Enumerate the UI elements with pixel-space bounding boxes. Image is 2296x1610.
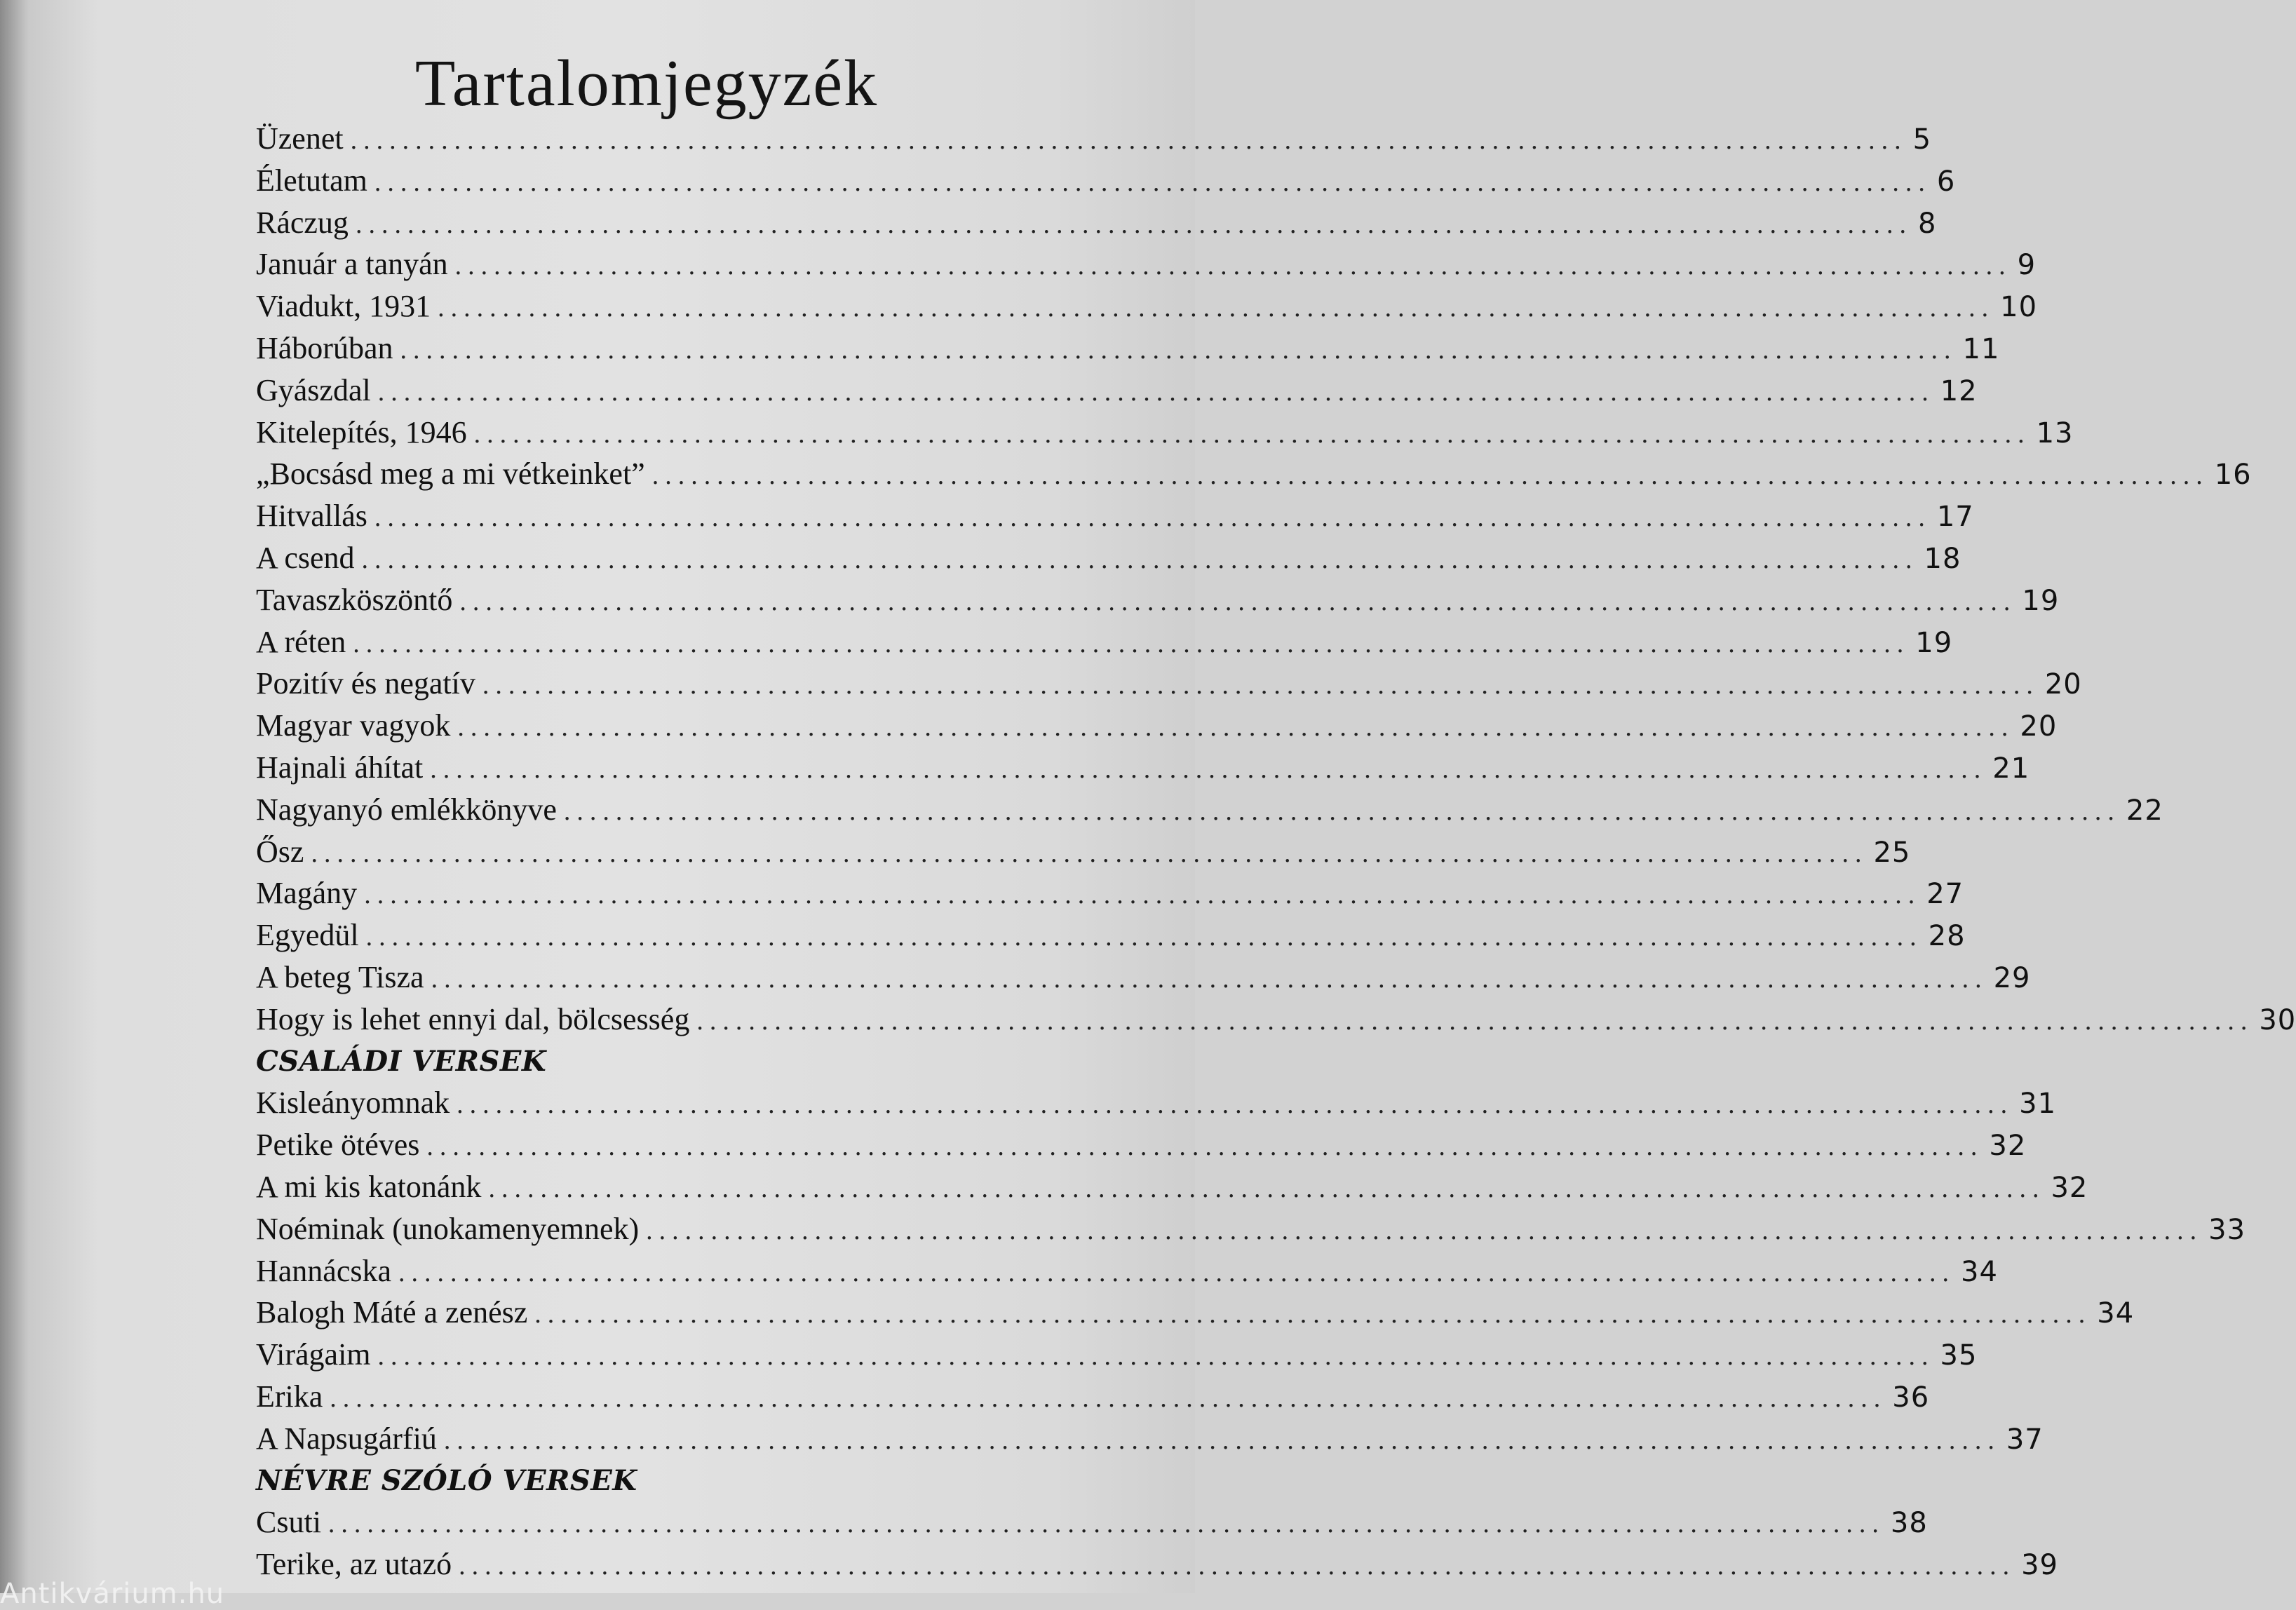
dot-leader: ........................................................................................................................ — [327, 1509, 1885, 1539]
toc-entry — [256, 621, 1953, 663]
dot-leader: ........................................................................................................................ — [398, 1257, 1956, 1287]
toc-entry — [256, 537, 1961, 579]
toc-page-number: 34 — [1961, 1255, 1998, 1288]
toc-page-number: 18 — [1924, 542, 1961, 575]
toc-entry — [256, 327, 2000, 370]
toc-entry-title: Terike, az utazó — [256, 1547, 452, 1582]
dot-leader: ........................................................................................................................ — [364, 880, 1922, 910]
table-of-contents — [256, 118, 2296, 1585]
dot-leader: ........................................................................................................................ — [482, 670, 2039, 701]
toc-page-number: 38 — [1890, 1507, 1928, 1540]
toc-entry — [256, 412, 2074, 454]
toc-entry-title: „Bocsásd meg a mi vétkeinket” — [256, 456, 645, 492]
toc-entry-title: Életutam — [256, 163, 367, 198]
toc-entry-title: A Napsugárfiú — [256, 1421, 437, 1456]
toc-entry — [256, 1208, 2246, 1250]
toc-entry — [256, 956, 2031, 999]
toc-entry-title: Kitelepítés, 1946 — [256, 414, 467, 449]
dot-leader: ........................................................................................................................ — [488, 1173, 2046, 1203]
dot-leader: ........................................................................................................................ — [651, 461, 2209, 491]
dot-leader: ........................................................................................................................ — [696, 1006, 2254, 1036]
dot-leader: ........................................................................................................................ — [330, 1383, 1887, 1413]
toc-entry — [256, 831, 1911, 873]
toc-page-number: 5 — [1912, 123, 1932, 156]
toc-page-number: 39 — [2021, 1549, 2058, 1582]
dot-leader: ........................................................................................................................ — [459, 586, 2017, 616]
toc-entry — [256, 1124, 2027, 1166]
toc-page-number: 8 — [1917, 207, 1937, 240]
toc-entry-title: Hitvallás — [256, 499, 367, 534]
toc-entry — [256, 1418, 2044, 1460]
toc-entry-title: Háborúban — [256, 330, 393, 365]
toc-entry-title: CSALÁDI VERSEK — [256, 1044, 547, 1078]
toc-page-number: 36 — [1892, 1381, 1930, 1414]
toc-page-number: 31 — [2019, 1088, 2057, 1121]
toc-page-number: 29 — [1993, 961, 2031, 994]
toc-entry — [256, 1501, 1928, 1543]
toc-page-number: 34 — [2097, 1297, 2135, 1330]
toc-entry-title: Erika — [256, 1379, 323, 1414]
toc-entry-title: Hogy is lehet ennyi dal, bölcsesség — [256, 1001, 690, 1036]
dot-leader: ........................................................................................................................ — [311, 838, 1868, 868]
toc-entry — [256, 243, 2037, 285]
toc-section-heading — [256, 1041, 1062, 1083]
dot-leader: ........................................................................................................................ — [459, 1551, 2016, 1581]
toc-entry-title: Egyedül — [256, 918, 359, 953]
toc-entry-title: Január a tanyán — [256, 247, 448, 282]
toc-page-number: 27 — [1926, 878, 1964, 911]
dot-leader: ........................................................................................................................ — [431, 963, 1988, 994]
toc-page-number: 13 — [2036, 417, 2074, 449]
dot-leader: ........................................................................................................................ — [457, 712, 2015, 743]
toc-page-number: 19 — [1915, 626, 1953, 659]
dot-leader: ........................................................................................................................ — [646, 1215, 2203, 1245]
toc-entry — [256, 914, 1966, 956]
dot-leader: ........................................................................................................................ — [374, 503, 1931, 533]
toc-entry — [256, 160, 1956, 202]
toc-entry-title: A csend — [256, 540, 355, 575]
toc-entry-title: Viadukt, 1931 — [256, 289, 431, 324]
toc-entry — [256, 1376, 1930, 1418]
dot-leader: ........................................................................................................................ — [443, 1425, 2001, 1455]
toc-page-number: 12 — [1940, 374, 1978, 407]
dot-leader: ........................................................................................................................ — [365, 922, 1923, 952]
toc-entry-title: Ráczug — [256, 205, 349, 240]
dot-leader: ........................................................................................................................ — [377, 377, 1935, 407]
toc-entry — [256, 747, 2030, 789]
toc-entry-title: Petike ötéves — [256, 1128, 420, 1163]
dot-leader: ........................................................................................................................ — [374, 167, 1931, 197]
toc-entry-title: Virágaim — [256, 1337, 371, 1372]
dot-leader: ........................................................................................................................ — [563, 796, 2121, 826]
toc-entry — [256, 1334, 1978, 1376]
toc-entry-title: Tavaszköszöntő — [256, 582, 453, 617]
toc-entry-title: Ősz — [256, 834, 304, 869]
toc-entry-title: NÉVRE SZÓLÓ VERSEK — [256, 1463, 637, 1497]
toc-entry-title: Pozitív és negatív — [256, 666, 475, 701]
toc-page-number: 22 — [2126, 794, 2163, 827]
toc-entry — [256, 453, 2252, 495]
toc-entry-title: Balogh Máté a zenész — [256, 1295, 528, 1330]
toc-entry-title: A beteg Tisza — [256, 959, 424, 994]
toc-entry — [256, 1082, 2057, 1124]
toc-page-number: 16 — [2214, 459, 2252, 492]
toc-page-number: 9 — [2017, 249, 2037, 282]
dot-leader: ........................................................................................................................ — [426, 1132, 1984, 1162]
toc-page-number: 33 — [2208, 1213, 2246, 1246]
toc-page-number: 28 — [1928, 920, 1966, 953]
toc-entry — [256, 285, 2038, 327]
toc-entry — [256, 495, 1974, 537]
toc-page-number: 30 — [2259, 1003, 2296, 1036]
dot-leader: ........................................................................................................................ — [457, 1090, 2014, 1120]
page-title: Tartalomjegyzék — [414, 46, 879, 120]
toc-entry-title: Csuti — [256, 1505, 321, 1540]
dot-leader: ........................................................................................................................ — [400, 334, 1957, 365]
dot-leader: ........................................................................................................................ — [534, 1299, 2092, 1330]
toc-entry — [256, 579, 2060, 621]
toc-entry — [256, 202, 1937, 244]
toc-page-number: 20 — [2044, 668, 2082, 701]
toc-page-number: 21 — [1992, 752, 2030, 785]
toc-page-number: 17 — [1936, 501, 1974, 534]
toc-entry-title: Magány — [256, 876, 358, 911]
watermark: Antikvárium.hu — [0, 1578, 225, 1610]
toc-entry — [256, 705, 2058, 747]
toc-page-number: 6 — [1936, 165, 1956, 198]
toc-entry-title: Noéminak (unokamenyemnek) — [256, 1211, 640, 1246]
dot-leader: ........................................................................................................................ — [353, 628, 1910, 658]
dot-leader: ........................................................................................................................ — [430, 754, 1987, 784]
dot-leader: ........................................................................................................................ — [355, 209, 1912, 239]
toc-page-number: 25 — [1873, 836, 1911, 869]
dot-leader: ........................................................................................................................ — [438, 293, 1995, 323]
toc-entry-title: Kisleányomnak — [256, 1085, 450, 1121]
toc-page-number: 32 — [2051, 1171, 2088, 1204]
toc-section-heading — [256, 1460, 1062, 1502]
toc-page-number: 11 — [1962, 332, 2000, 365]
toc-entry — [256, 999, 2296, 1041]
dot-leader: ........................................................................................................................ — [377, 1341, 1935, 1372]
dot-leader: ........................................................................................................................ — [350, 126, 1907, 155]
toc-entry-title: Magyar vagyok — [256, 708, 451, 743]
toc-page-number: 19 — [2022, 584, 2060, 617]
toc-entry — [256, 872, 1964, 914]
dot-leader: ........................................................................................................................ — [361, 544, 1919, 574]
toc-page-number: 32 — [1989, 1130, 2027, 1163]
toc-page-number: 20 — [2020, 710, 2058, 743]
toc-entry-title: Nagyanyó emlékkönyve — [256, 792, 557, 827]
toc-entry — [256, 370, 1978, 412]
toc-entry-title: Gyászdal — [256, 372, 371, 407]
toc-entry — [256, 118, 1932, 160]
toc-entry-title: A réten — [256, 624, 346, 659]
toc-entry — [256, 1292, 2135, 1334]
toc-entry — [256, 789, 2163, 831]
toc-entry — [256, 663, 2082, 705]
dot-leader: ........................................................................................................................ — [454, 251, 2012, 281]
toc-page-number: 35 — [1940, 1339, 1978, 1372]
toc-page-number: 10 — [2000, 291, 2038, 324]
toc-entry-title: Hannácska — [256, 1253, 392, 1288]
toc-entry — [256, 1250, 1998, 1292]
dot-leader: ........................................................................................................................ — [473, 419, 2031, 449]
toc-entry-title: A mi kis katonánk — [256, 1169, 482, 1204]
toc-entry-title: Hajnali áhítat — [256, 750, 424, 785]
toc-page-number: 37 — [2006, 1423, 2044, 1456]
toc-entry — [256, 1543, 2058, 1585]
toc-entry-title: Üzenet — [256, 121, 344, 156]
toc-entry — [256, 1166, 2088, 1208]
